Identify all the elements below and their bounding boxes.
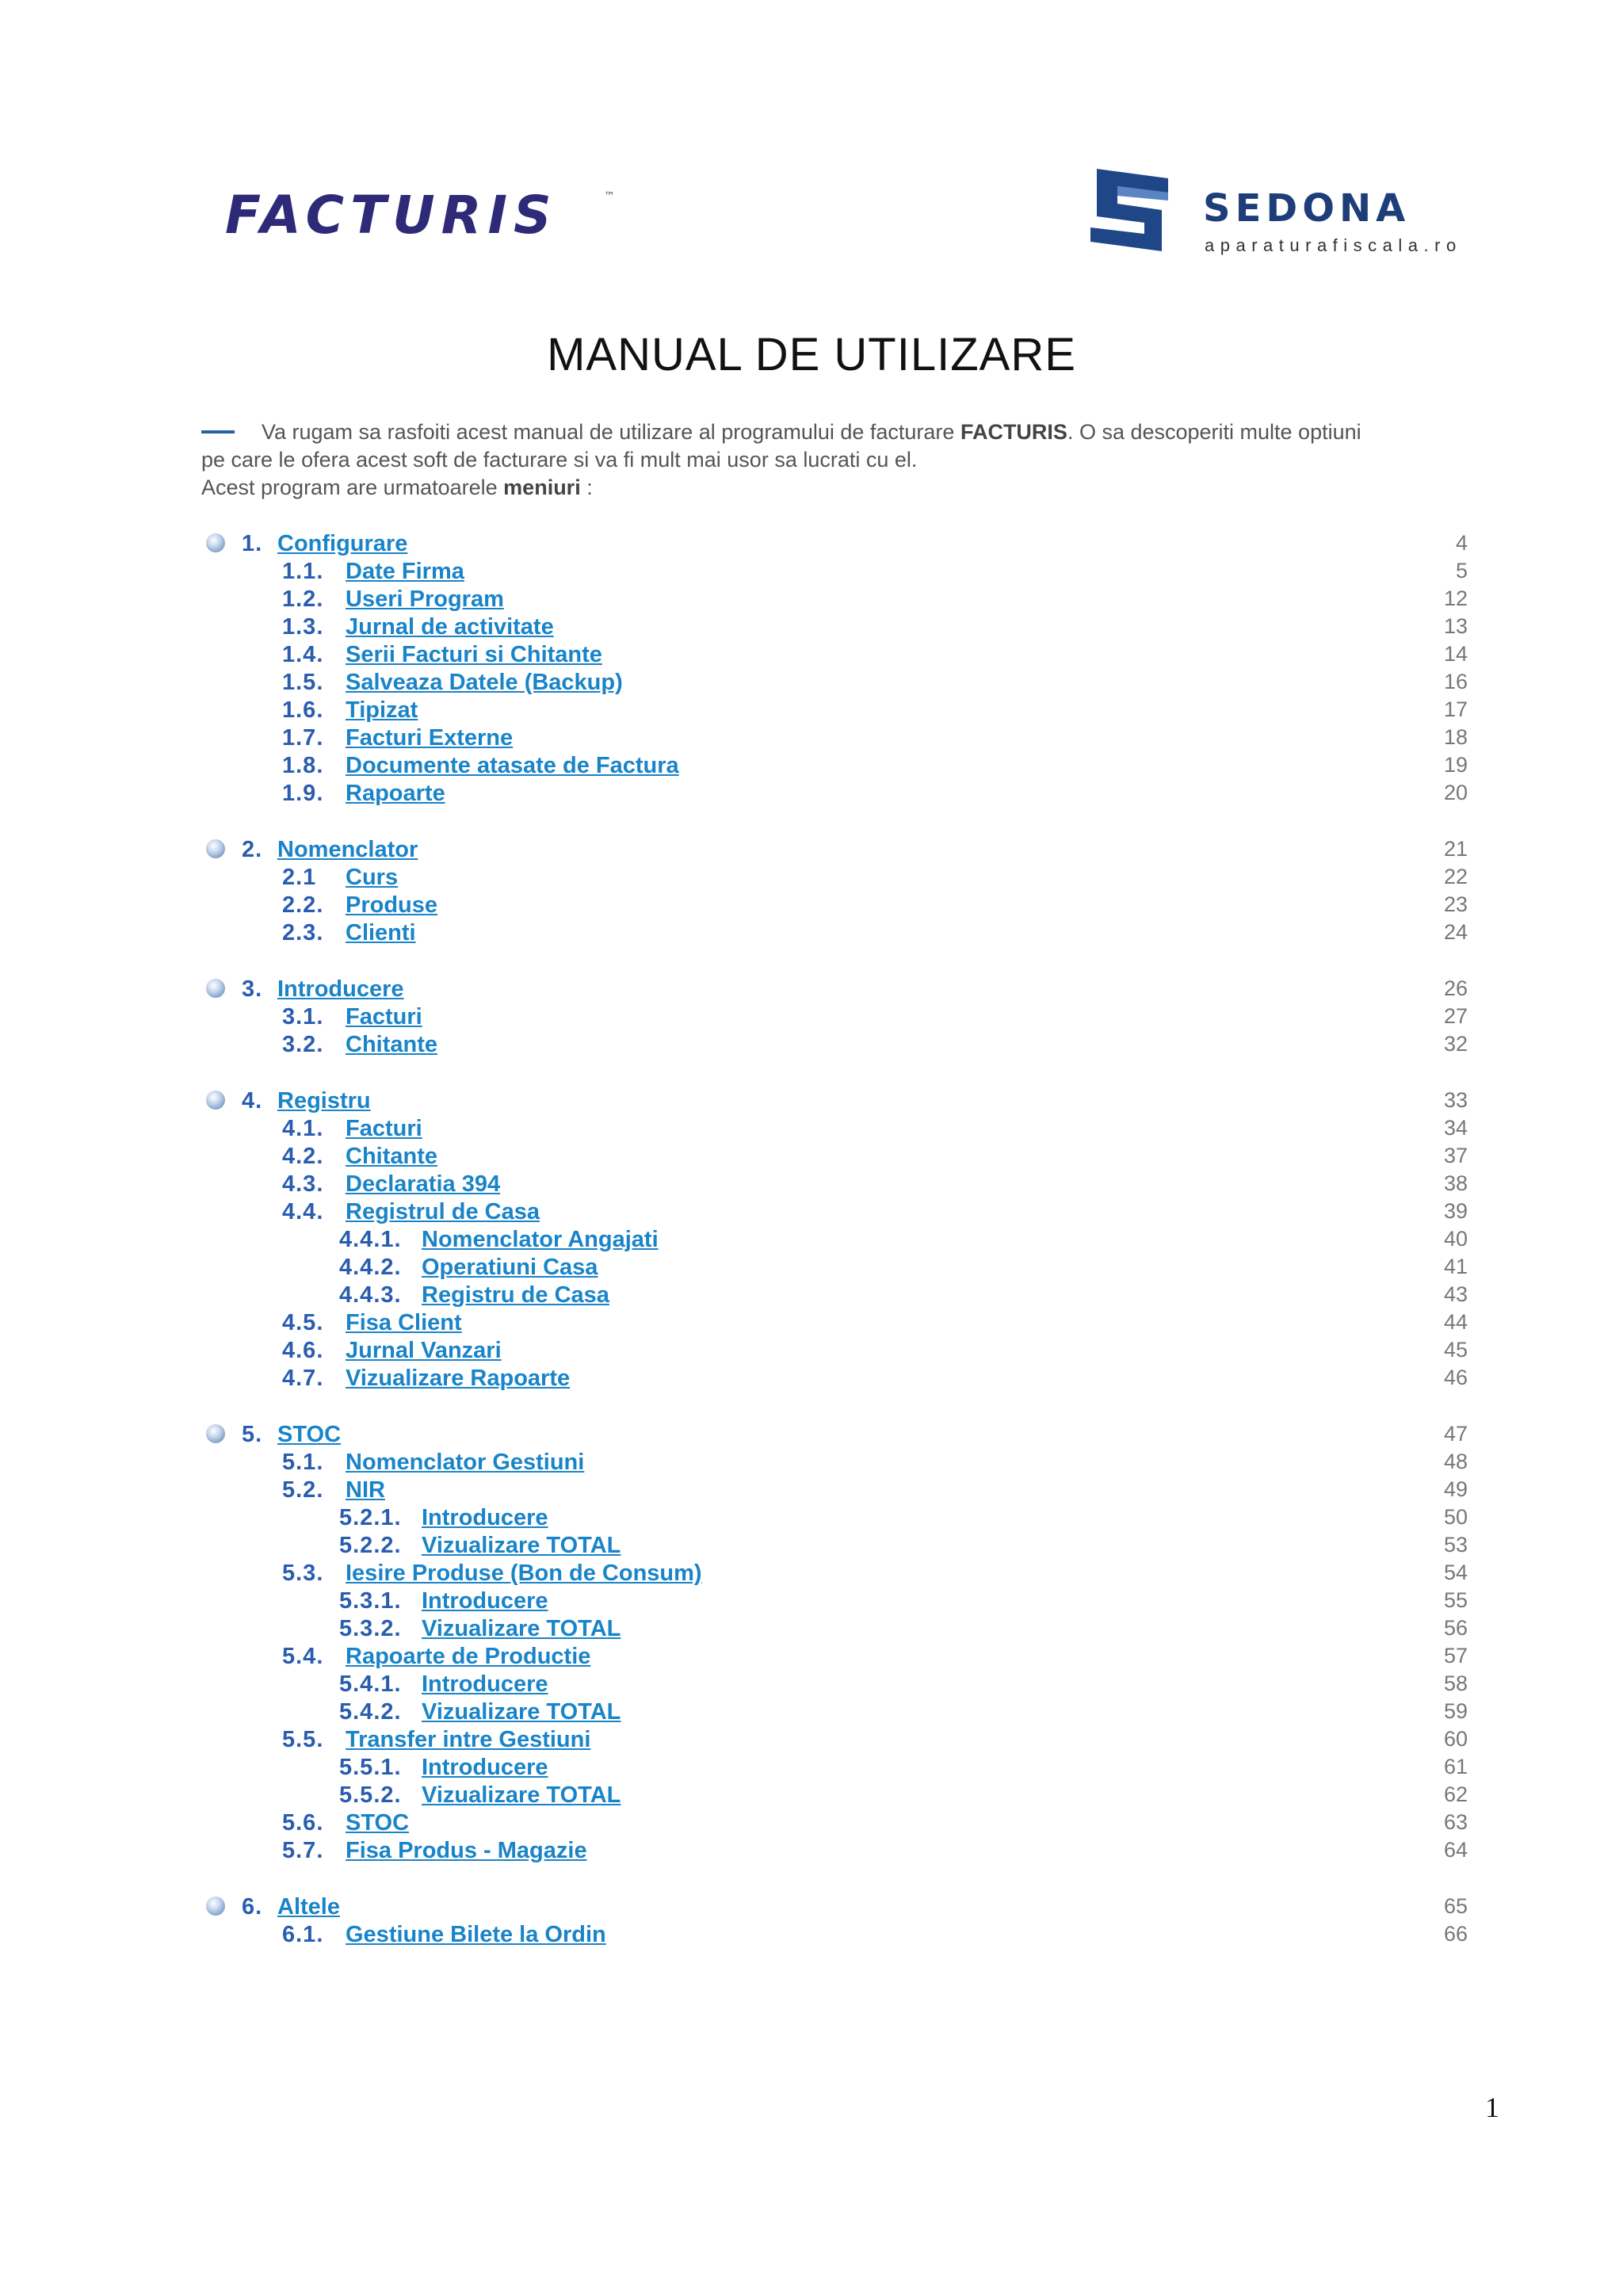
toc-entry-link[interactable]: Fisa Client	[346, 1310, 462, 1335]
toc-entry	[0, 1116, 1623, 1144]
toc-entry-link[interactable]: Curs	[346, 865, 399, 890]
toc-entry-page: 44	[1443, 1310, 1468, 1334]
toc-entry-link[interactable]: NIR	[346, 1477, 385, 1503]
toc-entry-link[interactable]: Clienti	[346, 920, 416, 946]
toc-entry	[0, 920, 1623, 948]
toc-entry-link[interactable]: Vizualizare Rapoarte	[346, 1366, 571, 1391]
intro-line-1	[201, 418, 1453, 446]
intro-paragraph	[201, 418, 1453, 502]
toc-entry	[0, 531, 1623, 559]
toc-entry-link[interactable]: Vizualizare TOTAL	[422, 1616, 621, 1641]
toc-entry-page: 18	[1443, 725, 1468, 749]
toc-entry-number: 1.8.	[282, 753, 324, 778]
toc-entry-number: 4.	[242, 1088, 263, 1114]
toc-entry-link[interactable]: Introducere	[422, 1671, 548, 1697]
toc-entry-page: 66	[1443, 1922, 1468, 1946]
toc-entry	[0, 865, 1623, 892]
toc-entry-number: 5.3.	[282, 1561, 324, 1586]
toc-entry-link[interactable]: Useri Program	[346, 586, 504, 612]
toc-entry	[0, 725, 1623, 753]
toc-entry	[0, 586, 1623, 614]
toc-entry-page: 26	[1443, 976, 1468, 1000]
toc-entry-page: 33	[1443, 1088, 1468, 1112]
intro-line-2: pe care le ofera acest soft de facturare si va fi mult mai usor sa lucrati cu el.	[201, 448, 918, 472]
toc-entry	[0, 892, 1623, 920]
intro-text: Acest program are urmatoarele	[201, 476, 504, 499]
toc-entry-link[interactable]: Introducere	[422, 1588, 548, 1614]
toc-entry	[0, 1894, 1623, 1922]
toc-entry-number: 2.3.	[282, 920, 324, 946]
toc-entry-page: 56	[1443, 1616, 1468, 1640]
toc-entry-page: 19	[1443, 753, 1468, 777]
toc-entry-number: 4.4.1.	[339, 1227, 402, 1252]
toc-entry-page: 40	[1443, 1227, 1468, 1251]
toc-entry	[0, 1422, 1623, 1450]
toc-entry-page: 22	[1443, 865, 1468, 888]
toc-entry-page: 12	[1443, 586, 1468, 610]
toc-entry-number: 3.	[242, 976, 263, 1002]
toc-entry	[0, 1366, 1623, 1393]
toc-entry	[0, 1810, 1623, 1838]
toc-entry-page: 48	[1443, 1450, 1468, 1473]
toc-entry-link[interactable]: Registru	[277, 1088, 371, 1114]
toc-entry-page: 39	[1443, 1199, 1468, 1223]
toc-entry	[0, 1588, 1623, 1616]
toc-entry	[0, 1255, 1623, 1282]
intro-strong: meniuri	[503, 476, 581, 499]
toc-entry	[0, 1727, 1623, 1755]
toc-entry-number: 5.5.2.	[339, 1782, 402, 1808]
toc-entry-number: 5.	[242, 1422, 263, 1447]
toc-entry-link[interactable]: Introducere	[277, 976, 404, 1002]
toc-entry-page: 16	[1443, 670, 1468, 693]
toc-entry	[0, 1505, 1623, 1533]
toc-entry-page: 58	[1443, 1671, 1468, 1695]
toc-entry-number: 1.7.	[282, 725, 324, 751]
toc-entry-number: 4.2.	[282, 1144, 324, 1169]
toc-entry-link[interactable]: Facturi Externe	[346, 725, 514, 751]
toc-entry-link[interactable]: Tipizat	[346, 697, 418, 723]
toc-entry-link[interactable]: STOC	[346, 1810, 410, 1836]
toc-entry-link[interactable]: Vizualizare TOTAL	[422, 1699, 621, 1725]
toc-entry-number: 5.1.	[282, 1450, 324, 1475]
toc-entry-number: 4.4.	[282, 1199, 324, 1224]
page-number: 1	[1485, 2092, 1499, 2123]
toc-entry-page: 64	[1443, 1838, 1468, 1862]
toc-entry	[0, 1533, 1623, 1561]
toc-entry-number: 1.4.	[282, 642, 324, 667]
toc-entry-link[interactable]: Introducere	[422, 1505, 548, 1530]
toc-entry-page: 14	[1443, 642, 1468, 666]
bullet-icon	[206, 1091, 225, 1110]
toc-entry-number: 5.7.	[282, 1838, 324, 1863]
toc-entry-link[interactable]: Documente atasate de Factura	[346, 753, 679, 778]
toc-entry	[0, 1088, 1623, 1116]
toc-entry-page: 43	[1443, 1282, 1468, 1306]
toc-entry	[0, 1922, 1623, 1950]
toc-entry-number: 4.4.3.	[339, 1282, 402, 1308]
toc-entry	[0, 1477, 1623, 1505]
toc-entry-page: 55	[1443, 1588, 1468, 1612]
toc-entry-link[interactable]: Altele	[277, 1894, 340, 1920]
toc-entry-page: 53	[1443, 1533, 1468, 1557]
toc-entry	[0, 781, 1623, 808]
bullet-icon	[206, 1897, 225, 1916]
toc-entry	[0, 1338, 1623, 1366]
toc-entry-link[interactable]: Iesire Produse (Bon de Consum)	[346, 1561, 702, 1586]
toc-entry-page: 5	[1455, 559, 1468, 583]
toc-entry	[0, 559, 1623, 586]
toc-entry-page: 54	[1443, 1561, 1468, 1584]
toc-entry-page: 4	[1455, 531, 1468, 555]
toc-entry-number: 5.2.	[282, 1477, 324, 1503]
toc-entry	[0, 837, 1623, 865]
bullet-icon	[206, 979, 225, 998]
toc-entry-number: 1.9.	[282, 781, 324, 806]
toc-entry-link[interactable]: Introducere	[422, 1755, 548, 1780]
toc-entry-link[interactable]: Fisa Produs - Magazie	[346, 1838, 587, 1863]
toc-entry	[0, 1561, 1623, 1588]
toc-entry	[0, 1144, 1623, 1171]
bullet-icon	[206, 533, 225, 552]
toc-entry-page: 23	[1443, 892, 1468, 916]
toc-entry-page: 63	[1443, 1810, 1468, 1834]
sedona-logo	[1086, 162, 1466, 258]
toc-entry-link[interactable]: Chitante	[346, 1144, 437, 1169]
toc-entry	[0, 753, 1623, 781]
toc-entry-link[interactable]: Vizualizare TOTAL	[422, 1533, 621, 1558]
toc-entry-page: 13	[1443, 614, 1468, 638]
toc-entry-number: 6.1.	[282, 1922, 324, 1947]
toc-entry-number: 1.5.	[282, 670, 324, 695]
intro-text: Va rugam sa rasfoiti acest manual de utilizare al programului de facturare	[262, 420, 960, 444]
toc-entry-page: 34	[1443, 1116, 1468, 1140]
toc-entry-number: 2.1	[282, 865, 317, 890]
toc-entry-number: 5.4.	[282, 1644, 324, 1669]
toc-entry-page: 50	[1443, 1505, 1468, 1529]
toc-entry-page: 20	[1443, 781, 1468, 804]
toc-entry-number: 4.5.	[282, 1310, 324, 1335]
toc-entry-number: 2.2.	[282, 892, 324, 918]
toc-entry-number: 5.4.1.	[339, 1671, 402, 1697]
bullet-icon	[206, 1424, 225, 1443]
intro-strong: FACTURIS	[960, 420, 1067, 444]
toc-entry-number: 5.3.2.	[339, 1616, 402, 1641]
toc-entry-number: 4.3.	[282, 1171, 324, 1197]
toc-entry-number: 3.1.	[282, 1004, 324, 1030]
toc-entry-link[interactable]: Nomenclator Gestiuni	[346, 1450, 585, 1475]
toc-entry-link[interactable]: Transfer intre Gestiuni	[346, 1727, 591, 1752]
toc-entry-page: 32	[1443, 1032, 1468, 1056]
facturis-logo	[225, 184, 621, 247]
toc-entry-page: 41	[1443, 1255, 1468, 1278]
toc-entry-number: 2.	[242, 837, 263, 862]
toc-entry-number: 1.1.	[282, 559, 324, 584]
toc-entry-link[interactable]: Serii Facturi si Chitante	[346, 642, 602, 667]
toc-entry-page: 21	[1443, 837, 1468, 861]
toc-entry-link[interactable]: Vizualizare TOTAL	[422, 1782, 621, 1808]
toc-entry-number: 3.2.	[282, 1032, 324, 1057]
toc-entry-number: 5.2.1.	[339, 1505, 402, 1530]
toc-entry-link[interactable]: Jurnal Vanzari	[346, 1338, 502, 1363]
toc-entry	[0, 1227, 1623, 1255]
toc-entry-page: 46	[1443, 1366, 1468, 1389]
toc-entry	[0, 1755, 1623, 1782]
toc-entry-number: 5.2.2.	[339, 1533, 402, 1558]
toc-entry-link[interactable]: Chitante	[346, 1032, 437, 1057]
facturis-logo-text: FACTURIS	[225, 185, 558, 246]
toc-entry-page: 37	[1443, 1144, 1468, 1167]
toc-entry-number: 5.3.1.	[339, 1588, 402, 1614]
toc-entry-number: 6.	[242, 1894, 263, 1920]
toc-entry	[0, 1838, 1623, 1866]
toc-entry-page: 17	[1443, 697, 1468, 721]
toc-entry	[0, 1199, 1623, 1227]
toc-entry	[0, 1282, 1623, 1310]
toc-entry-number: 4.4.2.	[339, 1255, 402, 1280]
toc-entry	[0, 976, 1623, 1004]
toc-entry	[0, 1699, 1623, 1727]
toc-entry-page: 47	[1443, 1422, 1468, 1446]
toc-entry-page: 27	[1443, 1004, 1468, 1028]
toc-entry-link[interactable]: Salveaza Datele (Backup)	[346, 670, 623, 695]
toc-entry-number: 1.6.	[282, 697, 324, 723]
toc-entry-number: 5.6.	[282, 1810, 324, 1836]
sedona-logo-text: SEDONA	[1203, 186, 1411, 231]
toc-entry-link[interactable]: Registru de Casa	[422, 1282, 609, 1308]
toc-entry-link[interactable]: Nomenclator Angajati	[422, 1227, 659, 1252]
toc-entry-page: 61	[1443, 1755, 1468, 1778]
toc-entry-link[interactable]: Jurnal de activitate	[346, 614, 554, 640]
toc-entry	[0, 1616, 1623, 1644]
toc-entry-link[interactable]: Configurare	[277, 531, 408, 556]
toc-entry-link[interactable]: Facturi	[346, 1116, 422, 1141]
toc-entry-page: 38	[1443, 1171, 1468, 1195]
toc-entry	[0, 1671, 1623, 1699]
intro-text: . O sa descoperiti multe optiuni	[1067, 420, 1361, 444]
toc-entry-link[interactable]: Operatiuni Casa	[422, 1255, 598, 1280]
toc-entry-number: 1.2.	[282, 586, 324, 612]
bullet-icon	[206, 839, 225, 858]
intro-text: :	[580, 476, 593, 499]
intro-line-3	[201, 474, 1453, 502]
toc-entry-link[interactable]: Rapoarte de Productie	[346, 1644, 591, 1669]
toc-entry-number: 4.6.	[282, 1338, 324, 1363]
toc-entry-page: 49	[1443, 1477, 1468, 1501]
toc-entry	[0, 1004, 1623, 1032]
sedona-logo-subtext: aparaturafiscala.ro	[1205, 235, 1462, 255]
dash-icon	[201, 430, 235, 434]
toc-entry-link[interactable]: Facturi	[346, 1004, 422, 1030]
toc-entry-link[interactable]: Nomenclator	[277, 837, 418, 862]
toc-entry-link[interactable]: STOC	[277, 1422, 342, 1447]
sedona-mark-icon	[1086, 162, 1181, 258]
toc-entry-link[interactable]: Produse	[346, 892, 438, 918]
toc-entry	[0, 697, 1623, 725]
toc-entry-page: 45	[1443, 1338, 1468, 1362]
toc-entry-link[interactable]: Gestiune Bilete la Ordin	[346, 1922, 606, 1947]
toc-entry	[0, 1032, 1623, 1060]
page-title: MANUAL DE UTILIZARE	[547, 329, 1076, 380]
toc-entry-number: 4.7.	[282, 1366, 324, 1391]
toc-entry-number: 5.5.1.	[339, 1755, 402, 1780]
toc-entry-page: 24	[1443, 920, 1468, 944]
toc-entry-link[interactable]: Declaratia 394	[346, 1171, 501, 1197]
toc-entry-number: 5.5.	[282, 1727, 324, 1752]
toc-entry-number: 1.	[242, 531, 263, 556]
toc-entry	[0, 1171, 1623, 1199]
toc-entry	[0, 670, 1623, 697]
toc-entry-page: 62	[1443, 1782, 1468, 1806]
toc-entry	[0, 1310, 1623, 1338]
toc-entry-link[interactable]: Date Firma	[346, 559, 464, 584]
toc-entry-number: 1.3.	[282, 614, 324, 640]
toc-entry-page: 65	[1443, 1894, 1468, 1918]
toc-entry-link[interactable]: Registrul de Casa	[346, 1199, 540, 1224]
toc-entry-page: 59	[1443, 1699, 1468, 1723]
toc-entry-page: 60	[1443, 1727, 1468, 1751]
toc-entry	[0, 1644, 1623, 1671]
toc-entry	[0, 1782, 1623, 1810]
toc-entry-number: 5.4.2.	[339, 1699, 402, 1725]
facturis-logo-graphic	[225, 184, 621, 247]
toc-entry-number: 4.1.	[282, 1116, 324, 1141]
toc-entry	[0, 642, 1623, 670]
toc-entry	[0, 1450, 1623, 1477]
toc-entry-page: 57	[1443, 1644, 1468, 1668]
svg-text:™: ™	[604, 190, 615, 203]
toc-entry	[0, 614, 1623, 642]
toc-entry-link[interactable]: Rapoarte	[346, 781, 445, 806]
